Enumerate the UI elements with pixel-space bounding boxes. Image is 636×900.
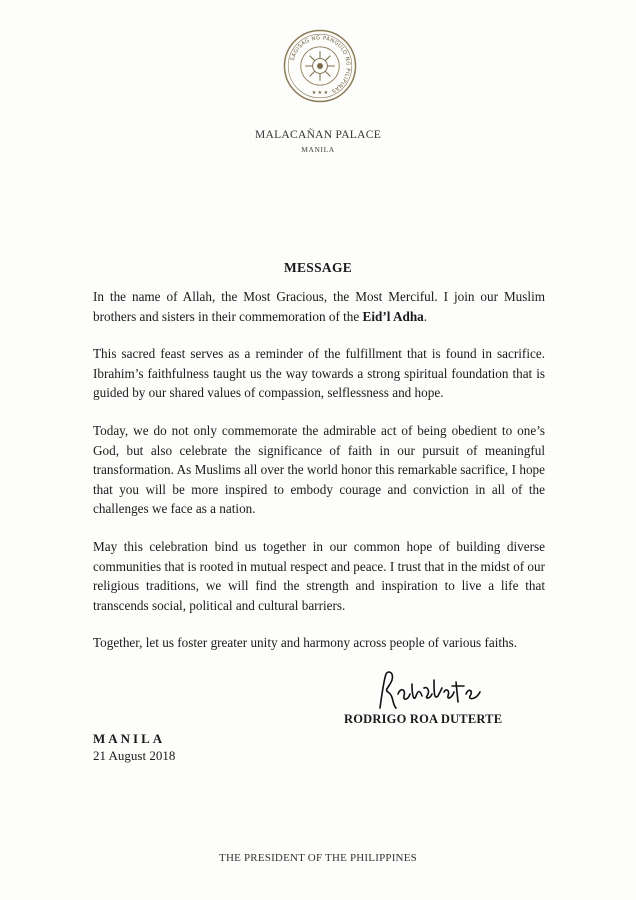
svg-text:★ ★ ★: ★ ★ ★ (311, 90, 329, 97)
paragraph-1-text: In the name of Allah, the Most Gracious, the Most Merciful. I join our Muslim brothers and sisters in their commemoration of the (93, 289, 545, 324)
handwritten-signature-icon (372, 668, 492, 716)
paragraph-2: This sacred feast serves as a reminder of the fulfillment that is found in sacrifice. Ibrahim’s faithfulness taught us the way towards a strong spiritual foundation that is guided by our shared values of compassion, selflessness and hope. (93, 346, 545, 401)
paragraph-1 (93, 287, 545, 326)
paragraph-4: May this celebration bind us together in our common hope of building diverse communities that is rooted in mutual respect and peace. I trust that in the midst of our religious traditions, we will find the strength and inspiration to live a life that transcends social, political and cultural barriers. (93, 538, 545, 613)
presidential-seal-icon (283, 29, 357, 103)
eid-adha-emphasis: Eid’l Adha (362, 308, 424, 324)
message-title: MESSAGE (283, 260, 353, 275)
message-body (93, 287, 545, 671)
closing-place: MANILA (93, 731, 166, 746)
paragraph-3: Today, we do not only commemorate the admirable act of being obedient to one’s God, but also celebrate the significance of faith in our pursuit of meaningful transformation. As Muslims all over the world honor this remarkable sacrifice, I hope that you will be more inspired to embody courage and conviction in all of the challenges we face as a nation. (93, 422, 545, 517)
paragraph-1-end: . (423, 308, 428, 324)
palace-name: MALACAÑAN PALACE (254, 129, 382, 141)
paragraph-5: Together, let us foster greater unity and harmony across people of various faiths. (93, 635, 518, 651)
palace-city: MANILA (301, 145, 335, 154)
svg-text:SAGISAG NG PANGULO NG PILIPINA: SAGISAG NG PANGULO NG PILIPINAS (289, 35, 351, 94)
closing-date: 21 August 2018 (93, 748, 176, 763)
signatory-name: RODRIGO ROA DUTERTE (344, 712, 503, 726)
footer-title: THE PRESIDENT OF THE PHILIPPINES (219, 852, 417, 864)
